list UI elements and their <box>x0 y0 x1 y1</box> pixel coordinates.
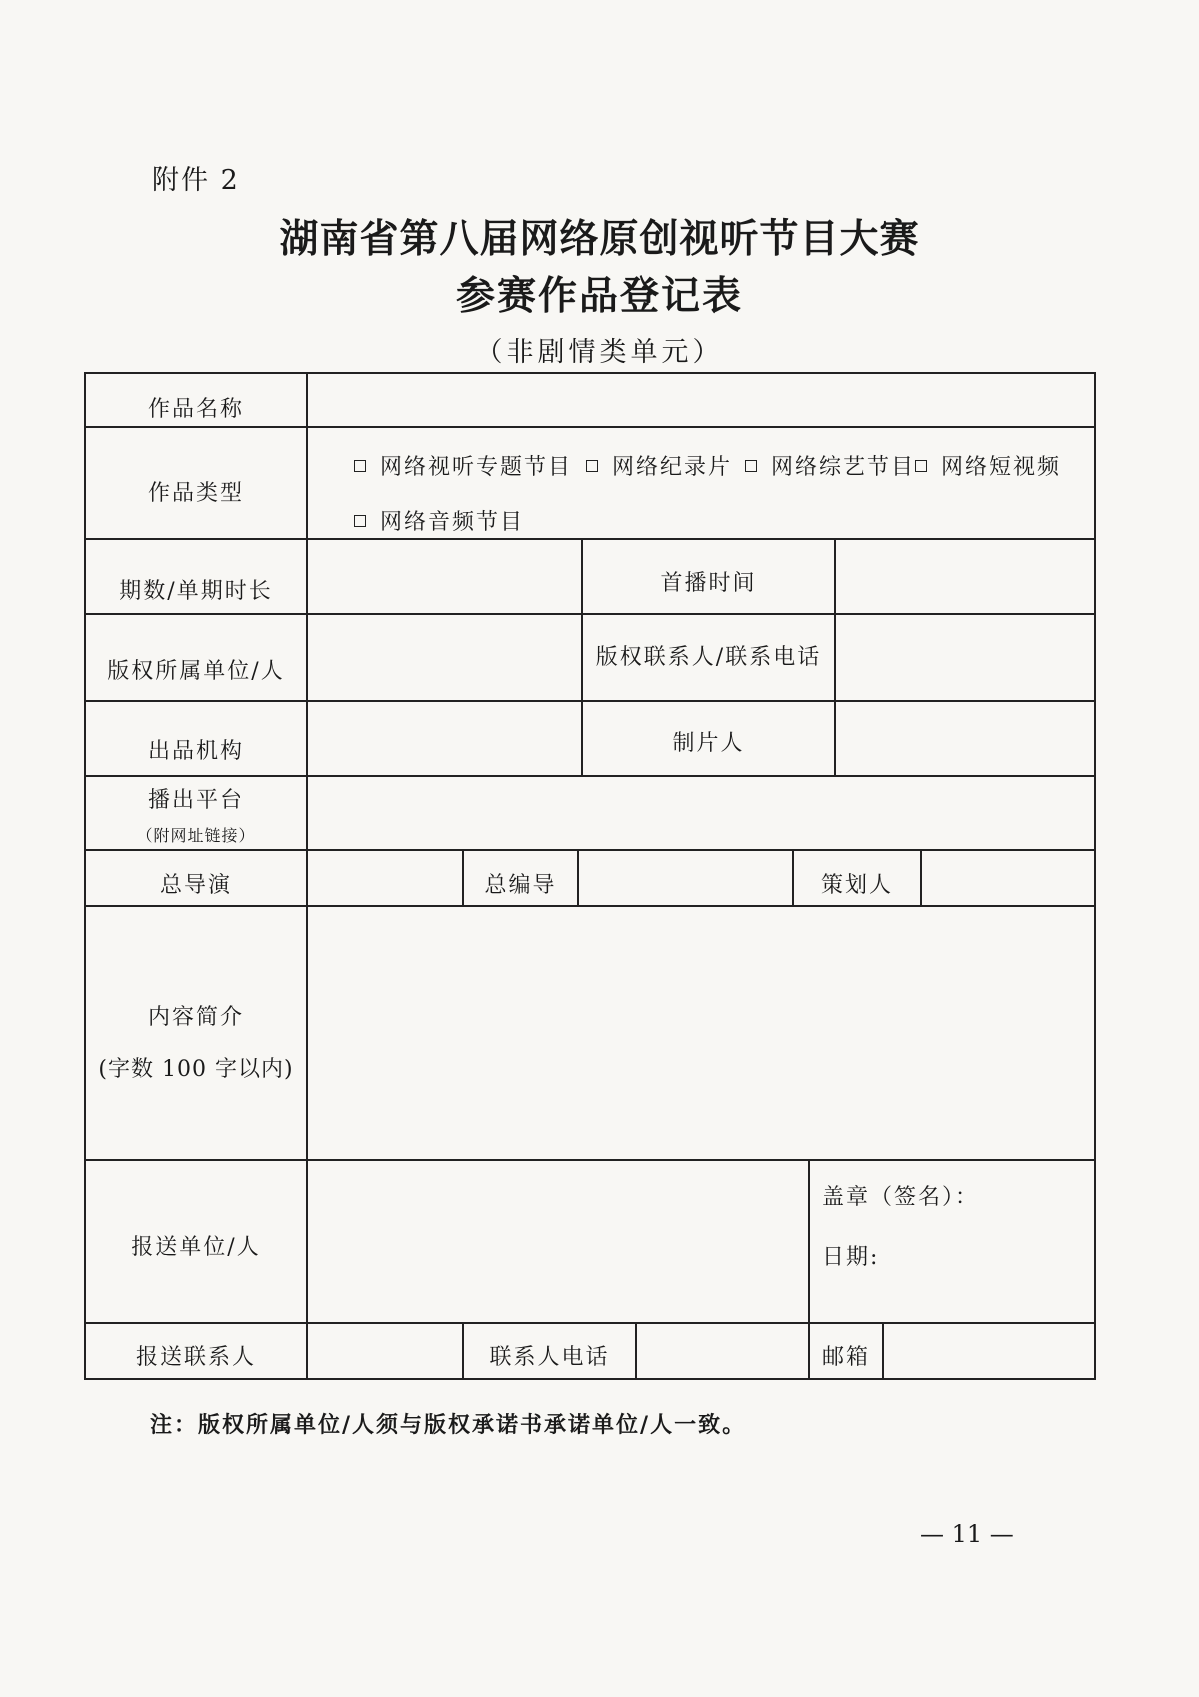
label-summary-note: (字数 100 字以内) <box>98 1057 294 1082</box>
label-work-type: 作品类型 <box>147 481 244 506</box>
row-divider <box>84 905 1096 907</box>
label-platform: 播出平台 <box>147 788 244 813</box>
row-divider <box>84 538 1096 540</box>
row-divider <box>84 775 1096 777</box>
column-divider <box>920 849 922 906</box>
checkbox-icon[interactable] <box>915 460 927 472</box>
footnote: 注：版权所属单位/人须与版权承诺书承诺单位/人一致。 <box>150 1412 747 1438</box>
form-title: 参赛作品登记表 <box>455 273 743 319</box>
label-producer-org: 出品机构 <box>147 739 244 764</box>
row-divider <box>84 1322 1096 1324</box>
label-date: 日期: <box>822 1245 880 1270</box>
label-director: 总导演 <box>159 873 232 898</box>
option-audio-program[interactable]: 网络音频节目 <box>354 505 524 536</box>
table-border-bottom <box>84 1378 1096 1380</box>
row-divider <box>84 426 1096 428</box>
option-special-program[interactable]: 网络视听专题节目 <box>354 450 572 481</box>
label-copyright-contact: 版权联系人/联系电话 <box>595 645 822 670</box>
row-divider <box>84 849 1096 851</box>
column-divider <box>577 849 579 906</box>
column-divider <box>808 1159 810 1324</box>
checkbox-icon[interactable] <box>354 460 366 472</box>
label-work-name: 作品名称 <box>147 397 244 422</box>
label-column-divider <box>306 372 308 1380</box>
label-contact-phone: 联系人电话 <box>489 1345 610 1370</box>
label-submit-contact: 报送联系人 <box>135 1345 256 1370</box>
table-border-right <box>1094 372 1096 1380</box>
row-divider <box>84 613 1096 615</box>
label-premiere: 首播时间 <box>660 571 757 596</box>
label-producer: 制片人 <box>672 731 745 756</box>
label-episodes: 期数/单期时长 <box>119 579 273 604</box>
row-divider <box>84 1159 1096 1161</box>
label-copyright-owner: 版权所属单位/人 <box>107 659 285 684</box>
checkbox-icon[interactable] <box>586 460 598 472</box>
attachment-label: 附件 2 <box>152 165 240 196</box>
column-divider <box>834 538 836 776</box>
label-writer: 总编导 <box>484 873 557 898</box>
label-submitter: 报送单位/人 <box>131 1235 261 1260</box>
label-planner: 策划人 <box>820 873 893 898</box>
page-number: — 11 — <box>920 1520 1014 1548</box>
option-variety-show[interactable]: 网络综艺节目 <box>745 450 915 481</box>
checkbox-icon[interactable] <box>354 515 366 527</box>
column-divider <box>882 1322 884 1379</box>
label-platform-note: （附网址链接） <box>136 826 256 845</box>
table-border-top <box>84 372 1096 374</box>
option-short-video[interactable]: 网络短视频 <box>915 450 1061 481</box>
page-title: 湖南省第八届网络原创视听节目大赛 <box>279 216 920 262</box>
row-divider <box>84 700 1096 702</box>
option-documentary[interactable]: 网络纪录片 <box>586 450 732 481</box>
label-seal-signature: 盖章（签名）： <box>822 1185 980 1210</box>
column-divider <box>635 1322 637 1379</box>
form-subtitle: （非剧情类单元） <box>475 337 724 368</box>
label-email: 邮箱 <box>821 1345 870 1370</box>
checkbox-icon[interactable] <box>745 460 757 472</box>
label-summary: 内容简介 <box>147 1005 244 1030</box>
